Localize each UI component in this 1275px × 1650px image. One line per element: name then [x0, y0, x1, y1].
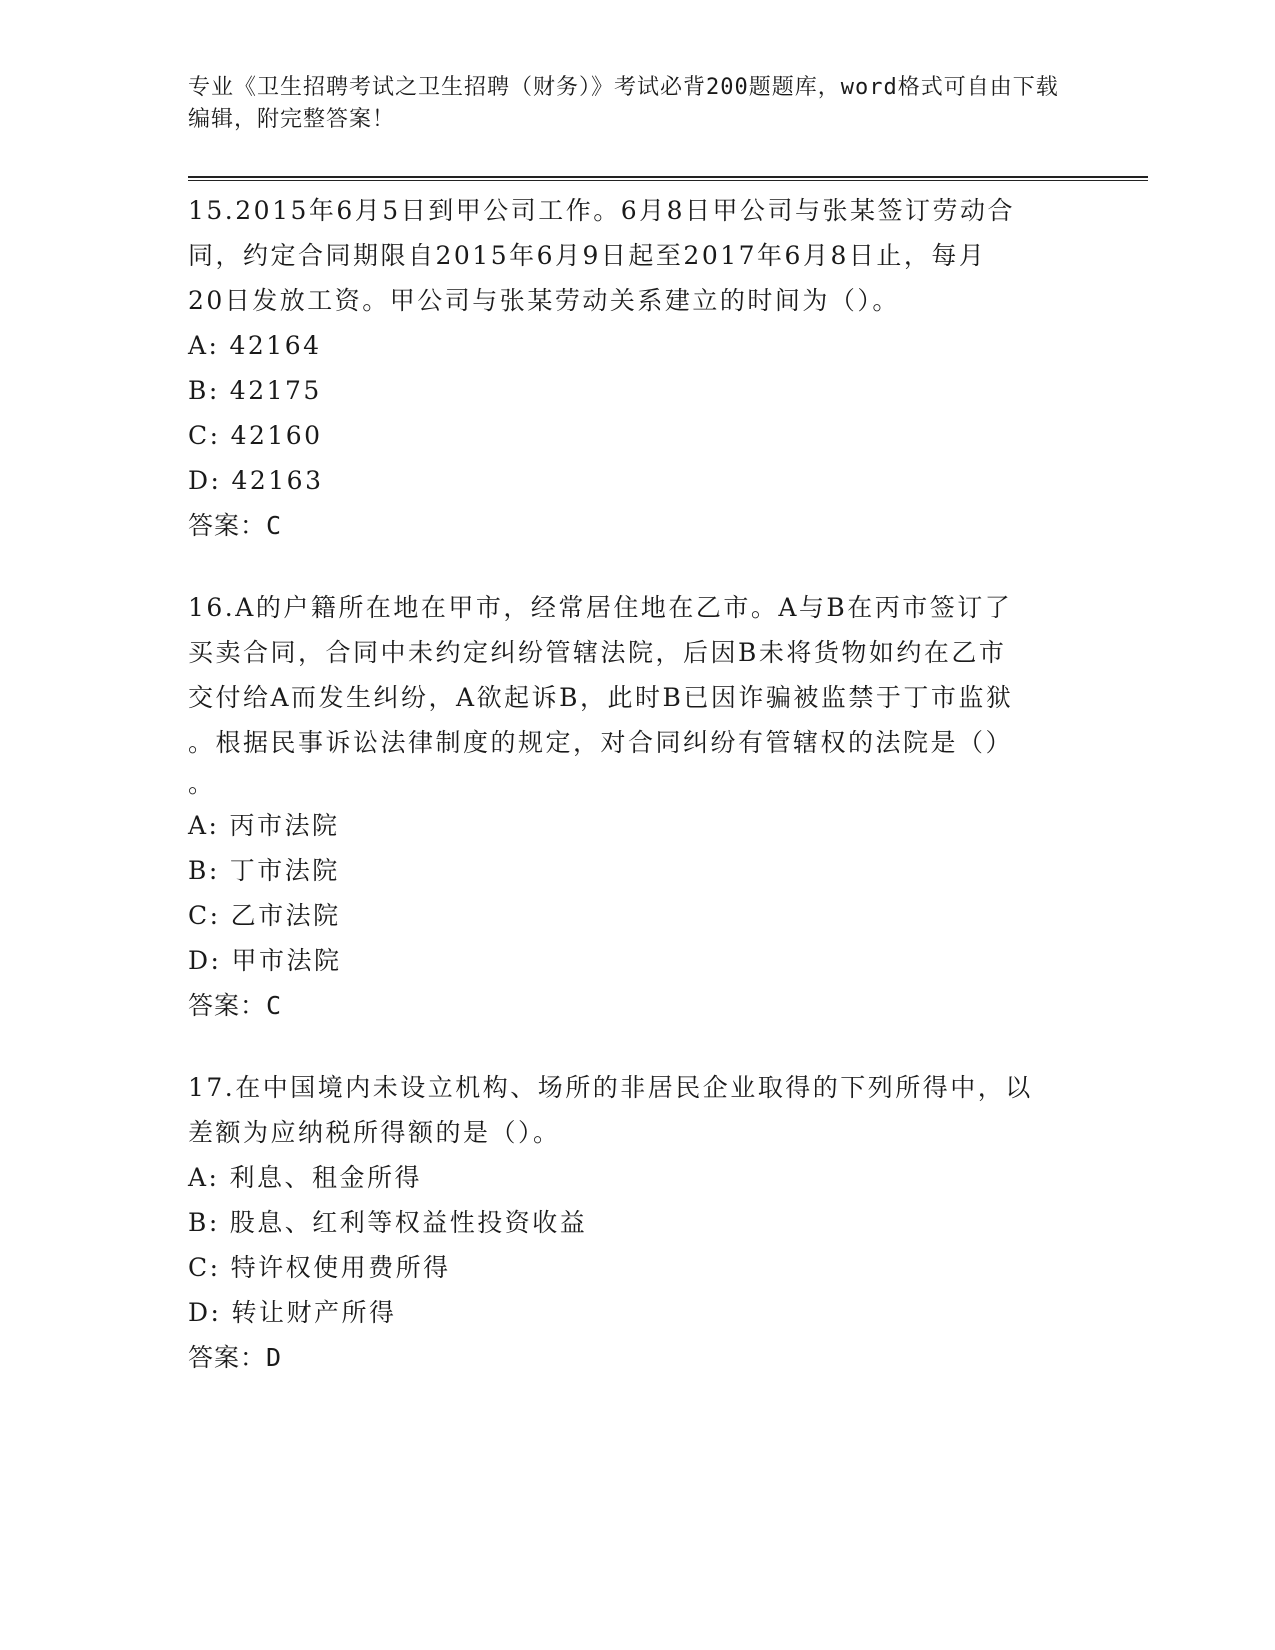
option-b: [188, 848, 1068, 893]
question-15: [188, 188, 1068, 548]
question-stem-line: 买卖合同，合同中未约定纠纷管辖法院，后因B未将货物如约在乙市: [188, 638, 1007, 667]
option-text: 42175: [229, 376, 322, 405]
question-16: [188, 585, 1068, 1028]
header-divider: [188, 176, 1148, 181]
option-c: [188, 413, 1068, 458]
question-stem-line: 17.在中国境内未设立机构、场所的非居民企业取得的下列所得中，以: [188, 1073, 1033, 1102]
option-a: [188, 803, 1068, 848]
question-stem-line: 同，约定合同期限自2015年6月9日起至2017年6月8日止，每月: [188, 241, 987, 270]
option-letter: A:: [188, 811, 220, 840]
option-letter: D:: [188, 466, 222, 495]
option-text: 丙市法院: [229, 811, 340, 840]
option-text: 乙市法院: [230, 901, 341, 930]
question-stem-line: 差额为应纳税所得额的是（）。: [188, 1118, 561, 1147]
option-text: 42163: [231, 466, 324, 495]
option-c: [188, 1245, 1068, 1290]
question-stem-line: 。根据民事诉讼法律制度的规定，对合同纠纷有管辖权的法院是（）: [188, 728, 1014, 757]
option-b: [188, 368, 1068, 413]
question-stem-line: 交付给A而发生纠纷，A欲起诉B，此时B已因诈骗被监禁于丁市监狱: [188, 683, 1014, 712]
question-stem-line: 20日发放工资。甲公司与张某劳动关系建立的时间为（）。: [188, 286, 900, 315]
option-text: 利息、租金所得: [229, 1163, 422, 1192]
option-c: [188, 893, 1068, 938]
document-header: 专业《卫生招聘考试之卫生招聘（财务）》考试必背200题题库，word格式可自由下载编辑，附完整答案！: [188, 75, 1059, 132]
option-letter: A:: [188, 1163, 220, 1192]
option-d: [188, 1290, 1068, 1335]
option-d: [188, 458, 1068, 503]
option-b: [188, 1200, 1068, 1245]
option-letter: D:: [188, 1298, 222, 1327]
answer-line: 答案：C: [188, 991, 283, 1020]
option-text: 股息、红利等权益性投资收益: [229, 1208, 588, 1237]
option-letter: A:: [188, 331, 220, 360]
option-letter: B:: [188, 1208, 220, 1237]
option-a: [188, 1155, 1068, 1200]
question-17: [188, 1065, 1068, 1380]
option-letter: B:: [188, 376, 220, 405]
option-text: 42164: [229, 331, 322, 360]
option-text: 转让财产所得: [231, 1298, 397, 1327]
question-stem-line: 。: [188, 769, 216, 798]
option-letter: D:: [188, 946, 222, 975]
answer-line: 答案：C: [188, 511, 283, 540]
option-d: [188, 938, 1068, 983]
answer-line: 答案：D: [188, 1343, 283, 1372]
option-a: [188, 323, 1068, 368]
option-letter: B:: [188, 856, 220, 885]
option-letter: C:: [188, 1253, 221, 1282]
option-text: 丁市法院: [229, 856, 340, 885]
question-stem-line: 15.2015年6月5日到甲公司工作。6月8日甲公司与张某签订劳动合: [188, 196, 1016, 225]
option-letter: C:: [188, 421, 221, 450]
option-text: 42160: [230, 421, 323, 450]
option-text: 特许权使用费所得: [230, 1253, 451, 1282]
option-text: 甲市法院: [231, 946, 342, 975]
question-stem-line: 16.A的户籍所在地在甲市，经常居住地在乙市。A与B在丙市签订了: [188, 593, 1013, 622]
option-letter: C:: [188, 901, 221, 930]
